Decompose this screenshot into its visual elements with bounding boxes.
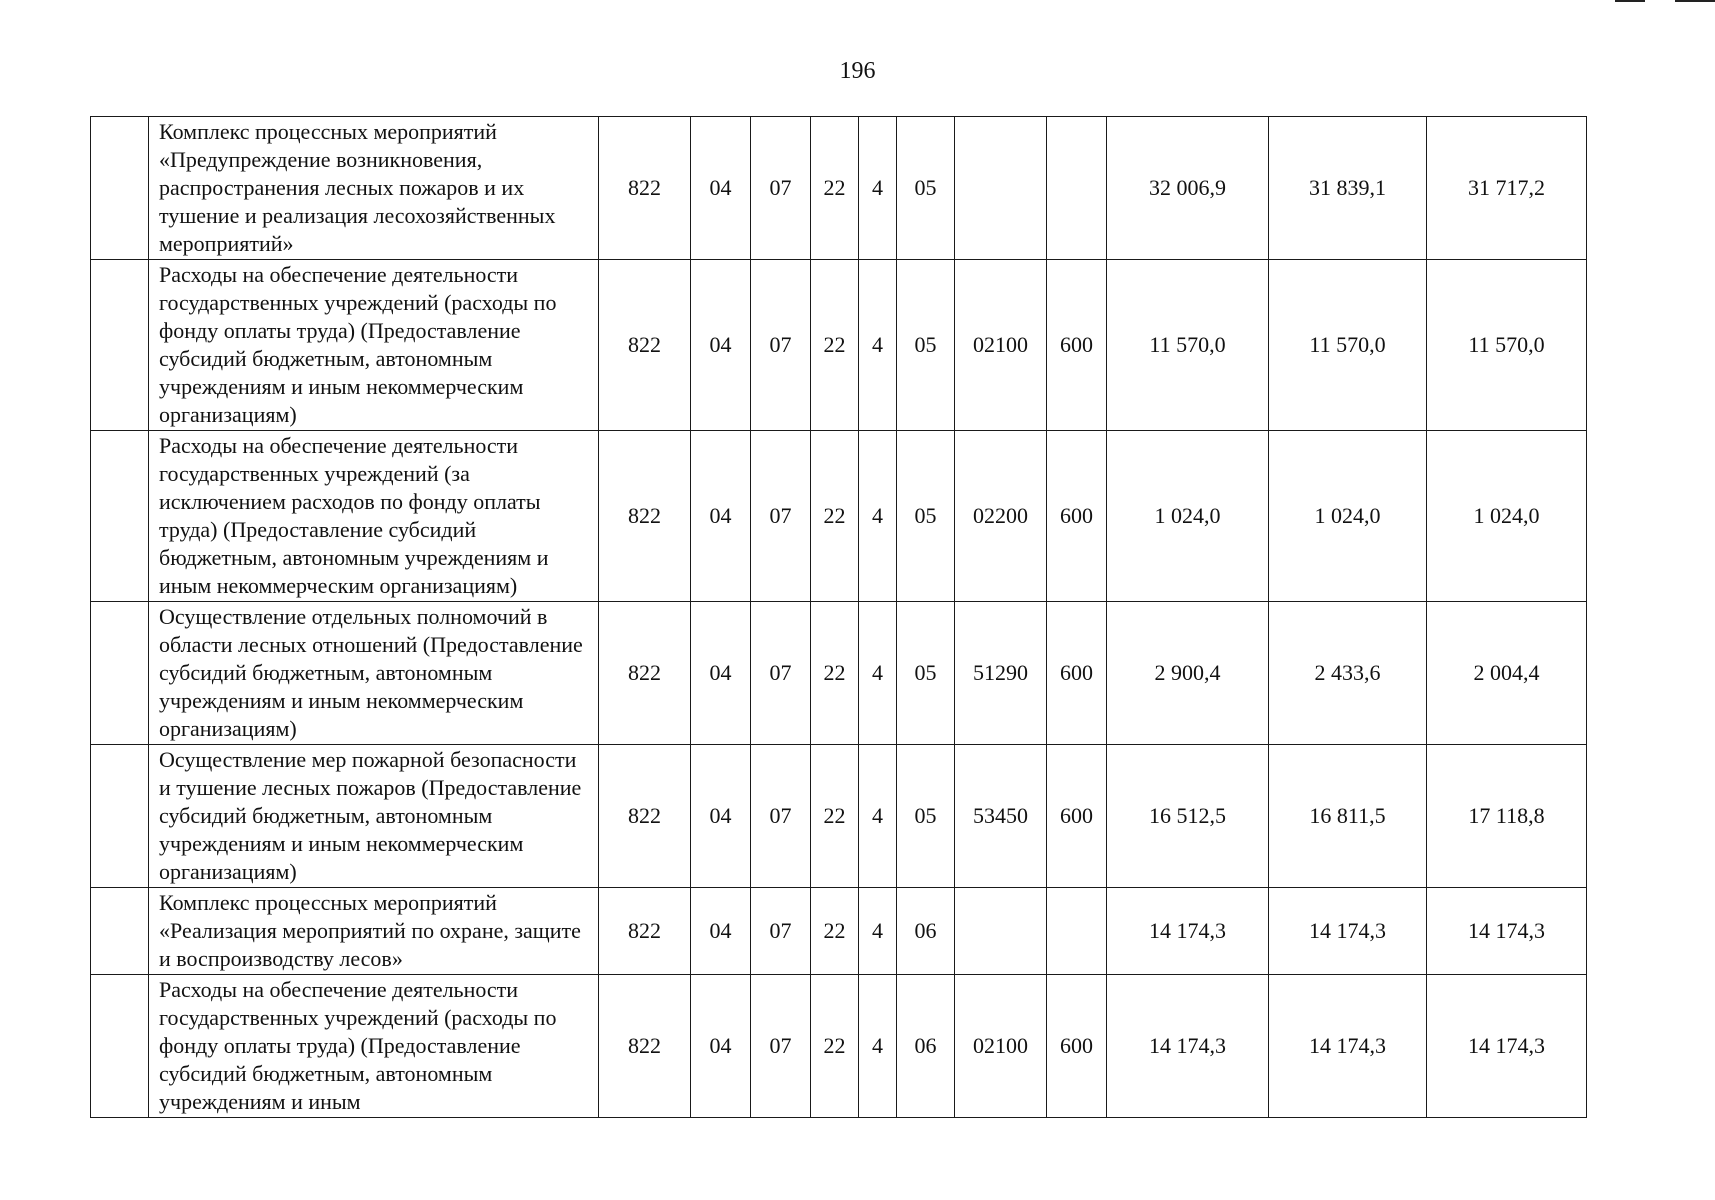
- direction-code-cell: 51290: [955, 602, 1047, 745]
- budget-table: [90, 116, 1587, 1118]
- program-code-cell: 22: [811, 602, 859, 745]
- ministry-code-cell: 822: [599, 975, 691, 1118]
- expense-type-cell: 600: [1047, 745, 1107, 888]
- amount-year-3-cell: 31 717,2: [1427, 117, 1587, 260]
- element-code-cell: 05: [897, 745, 955, 888]
- program-code-cell: 22: [811, 260, 859, 431]
- direction-code-cell: [955, 888, 1047, 975]
- subprogram-code-cell: 4: [859, 745, 897, 888]
- table-row: [91, 745, 1587, 888]
- amount-year-2-cell: 1 024,0: [1269, 431, 1427, 602]
- section-code-cell: 04: [691, 260, 751, 431]
- edge-mark: [1675, 0, 1715, 2]
- edge-mark: [1615, 0, 1645, 2]
- section-code-cell: 04: [691, 888, 751, 975]
- row-number-cell: [91, 975, 149, 1118]
- subprogram-code-cell: 4: [859, 602, 897, 745]
- element-code-cell: 05: [897, 260, 955, 431]
- description-cell: Осуществление мер пожарной безопасности и тушение лесных пожаров (Предоставление субсидий бюджетным, автономным учреждениям и иным некоммерческим организациям): [149, 745, 599, 888]
- subprogram-code-cell: 4: [859, 117, 897, 260]
- amount-year-1-cell: 14 174,3: [1107, 975, 1269, 1118]
- section-code-cell: 04: [691, 745, 751, 888]
- element-code-cell: 06: [897, 888, 955, 975]
- direction-code-cell: 02100: [955, 260, 1047, 431]
- row-number-cell: [91, 117, 149, 260]
- subsection-code-cell: 07: [751, 602, 811, 745]
- subprogram-code-cell: 4: [859, 260, 897, 431]
- amount-year-2-cell: 31 839,1: [1269, 117, 1427, 260]
- element-code-cell: 06: [897, 975, 955, 1118]
- expense-type-cell: 600: [1047, 975, 1107, 1118]
- amount-year-1-cell: 16 512,5: [1107, 745, 1269, 888]
- program-code-cell: 22: [811, 975, 859, 1118]
- amount-year-2-cell: 14 174,3: [1269, 888, 1427, 975]
- amount-year-3-cell: 17 118,8: [1427, 745, 1587, 888]
- subsection-code-cell: 07: [751, 117, 811, 260]
- amount-year-1-cell: 1 024,0: [1107, 431, 1269, 602]
- amount-year-3-cell: 14 174,3: [1427, 975, 1587, 1118]
- subsection-code-cell: 07: [751, 745, 811, 888]
- amount-year-3-cell: 14 174,3: [1427, 888, 1587, 975]
- description-cell: Комплекс процессных мероприятий «Предупреждение возникновения, распространения лесных пожаров и их тушение и реализация лесохозяйственных мероприятий»: [149, 117, 599, 260]
- subsection-code-cell: 07: [751, 975, 811, 1118]
- amount-year-2-cell: 11 570,0: [1269, 260, 1427, 431]
- row-number-cell: [91, 745, 149, 888]
- program-code-cell: 22: [811, 888, 859, 975]
- amount-year-1-cell: 14 174,3: [1107, 888, 1269, 975]
- table-row: [91, 888, 1587, 975]
- section-code-cell: 04: [691, 602, 751, 745]
- program-code-cell: 22: [811, 745, 859, 888]
- ministry-code-cell: 822: [599, 602, 691, 745]
- element-code-cell: 05: [897, 602, 955, 745]
- amount-year-2-cell: 16 811,5: [1269, 745, 1427, 888]
- row-number-cell: [91, 260, 149, 431]
- ministry-code-cell: 822: [599, 431, 691, 602]
- program-code-cell: 22: [811, 117, 859, 260]
- ministry-code-cell: 822: [599, 745, 691, 888]
- ministry-code-cell: 822: [599, 888, 691, 975]
- expense-type-cell: 600: [1047, 431, 1107, 602]
- direction-code-cell: 02100: [955, 975, 1047, 1118]
- subsection-code-cell: 07: [751, 260, 811, 431]
- table-row: [91, 117, 1587, 260]
- ministry-code-cell: 822: [599, 117, 691, 260]
- description-cell: Расходы на обеспечение деятельности государственных учреждений (за исключением расходов по фонду оплаты труда) (Предоставление субсидий бюджетным, автономным учреждениям и иным некоммерческим организациям): [149, 431, 599, 602]
- section-code-cell: 04: [691, 431, 751, 602]
- description-cell: Расходы на обеспечение деятельности государственных учреждений (расходы по фонду оплаты труда) (Предоставление субсидий бюджетным, автономным учреждениям и иным некоммерческим организациям): [149, 260, 599, 431]
- direction-code-cell: [955, 117, 1047, 260]
- section-code-cell: 04: [691, 117, 751, 260]
- amount-year-3-cell: 1 024,0: [1427, 431, 1587, 602]
- description-cell: Расходы на обеспечение деятельности государственных учреждений (расходы по фонду оплаты труда) (Предоставление субсидий бюджетным, автономным учреждениям и иным: [149, 975, 599, 1118]
- amount-year-2-cell: 2 433,6: [1269, 602, 1427, 745]
- amount-year-1-cell: 2 900,4: [1107, 602, 1269, 745]
- table-row: [91, 602, 1587, 745]
- row-number-cell: [91, 602, 149, 745]
- expense-type-cell: 600: [1047, 602, 1107, 745]
- table-row: [91, 975, 1587, 1118]
- ministry-code-cell: 822: [599, 260, 691, 431]
- description-cell: Комплекс процессных мероприятий «Реализация мероприятий по охране, защите и воспроизводству лесов»: [149, 888, 599, 975]
- subprogram-code-cell: 4: [859, 431, 897, 602]
- description-cell: Осуществление отдельных полномочий в области лесных отношений (Предоставление субсидий бюджетным, автономным учреждениям и иным некоммерческим организациям): [149, 602, 599, 745]
- amount-year-1-cell: 11 570,0: [1107, 260, 1269, 431]
- amount-year-2-cell: 14 174,3: [1269, 975, 1427, 1118]
- row-number-cell: [91, 888, 149, 975]
- subprogram-code-cell: 4: [859, 975, 897, 1118]
- table-row: [91, 431, 1587, 602]
- amount-year-3-cell: 11 570,0: [1427, 260, 1587, 431]
- row-number-cell: [91, 431, 149, 602]
- element-code-cell: 05: [897, 117, 955, 260]
- expense-type-cell: [1047, 117, 1107, 260]
- subprogram-code-cell: 4: [859, 888, 897, 975]
- expense-type-cell: [1047, 888, 1107, 975]
- program-code-cell: 22: [811, 431, 859, 602]
- page-number: 196: [839, 58, 876, 84]
- section-code-cell: 04: [691, 975, 751, 1118]
- table-row: [91, 260, 1587, 431]
- subsection-code-cell: 07: [751, 888, 811, 975]
- expense-type-cell: 600: [1047, 260, 1107, 431]
- amount-year-1-cell: 32 006,9: [1107, 117, 1269, 260]
- subsection-code-cell: 07: [751, 431, 811, 602]
- direction-code-cell: 02200: [955, 431, 1047, 602]
- element-code-cell: 05: [897, 431, 955, 602]
- direction-code-cell: 53450: [955, 745, 1047, 888]
- amount-year-3-cell: 2 004,4: [1427, 602, 1587, 745]
